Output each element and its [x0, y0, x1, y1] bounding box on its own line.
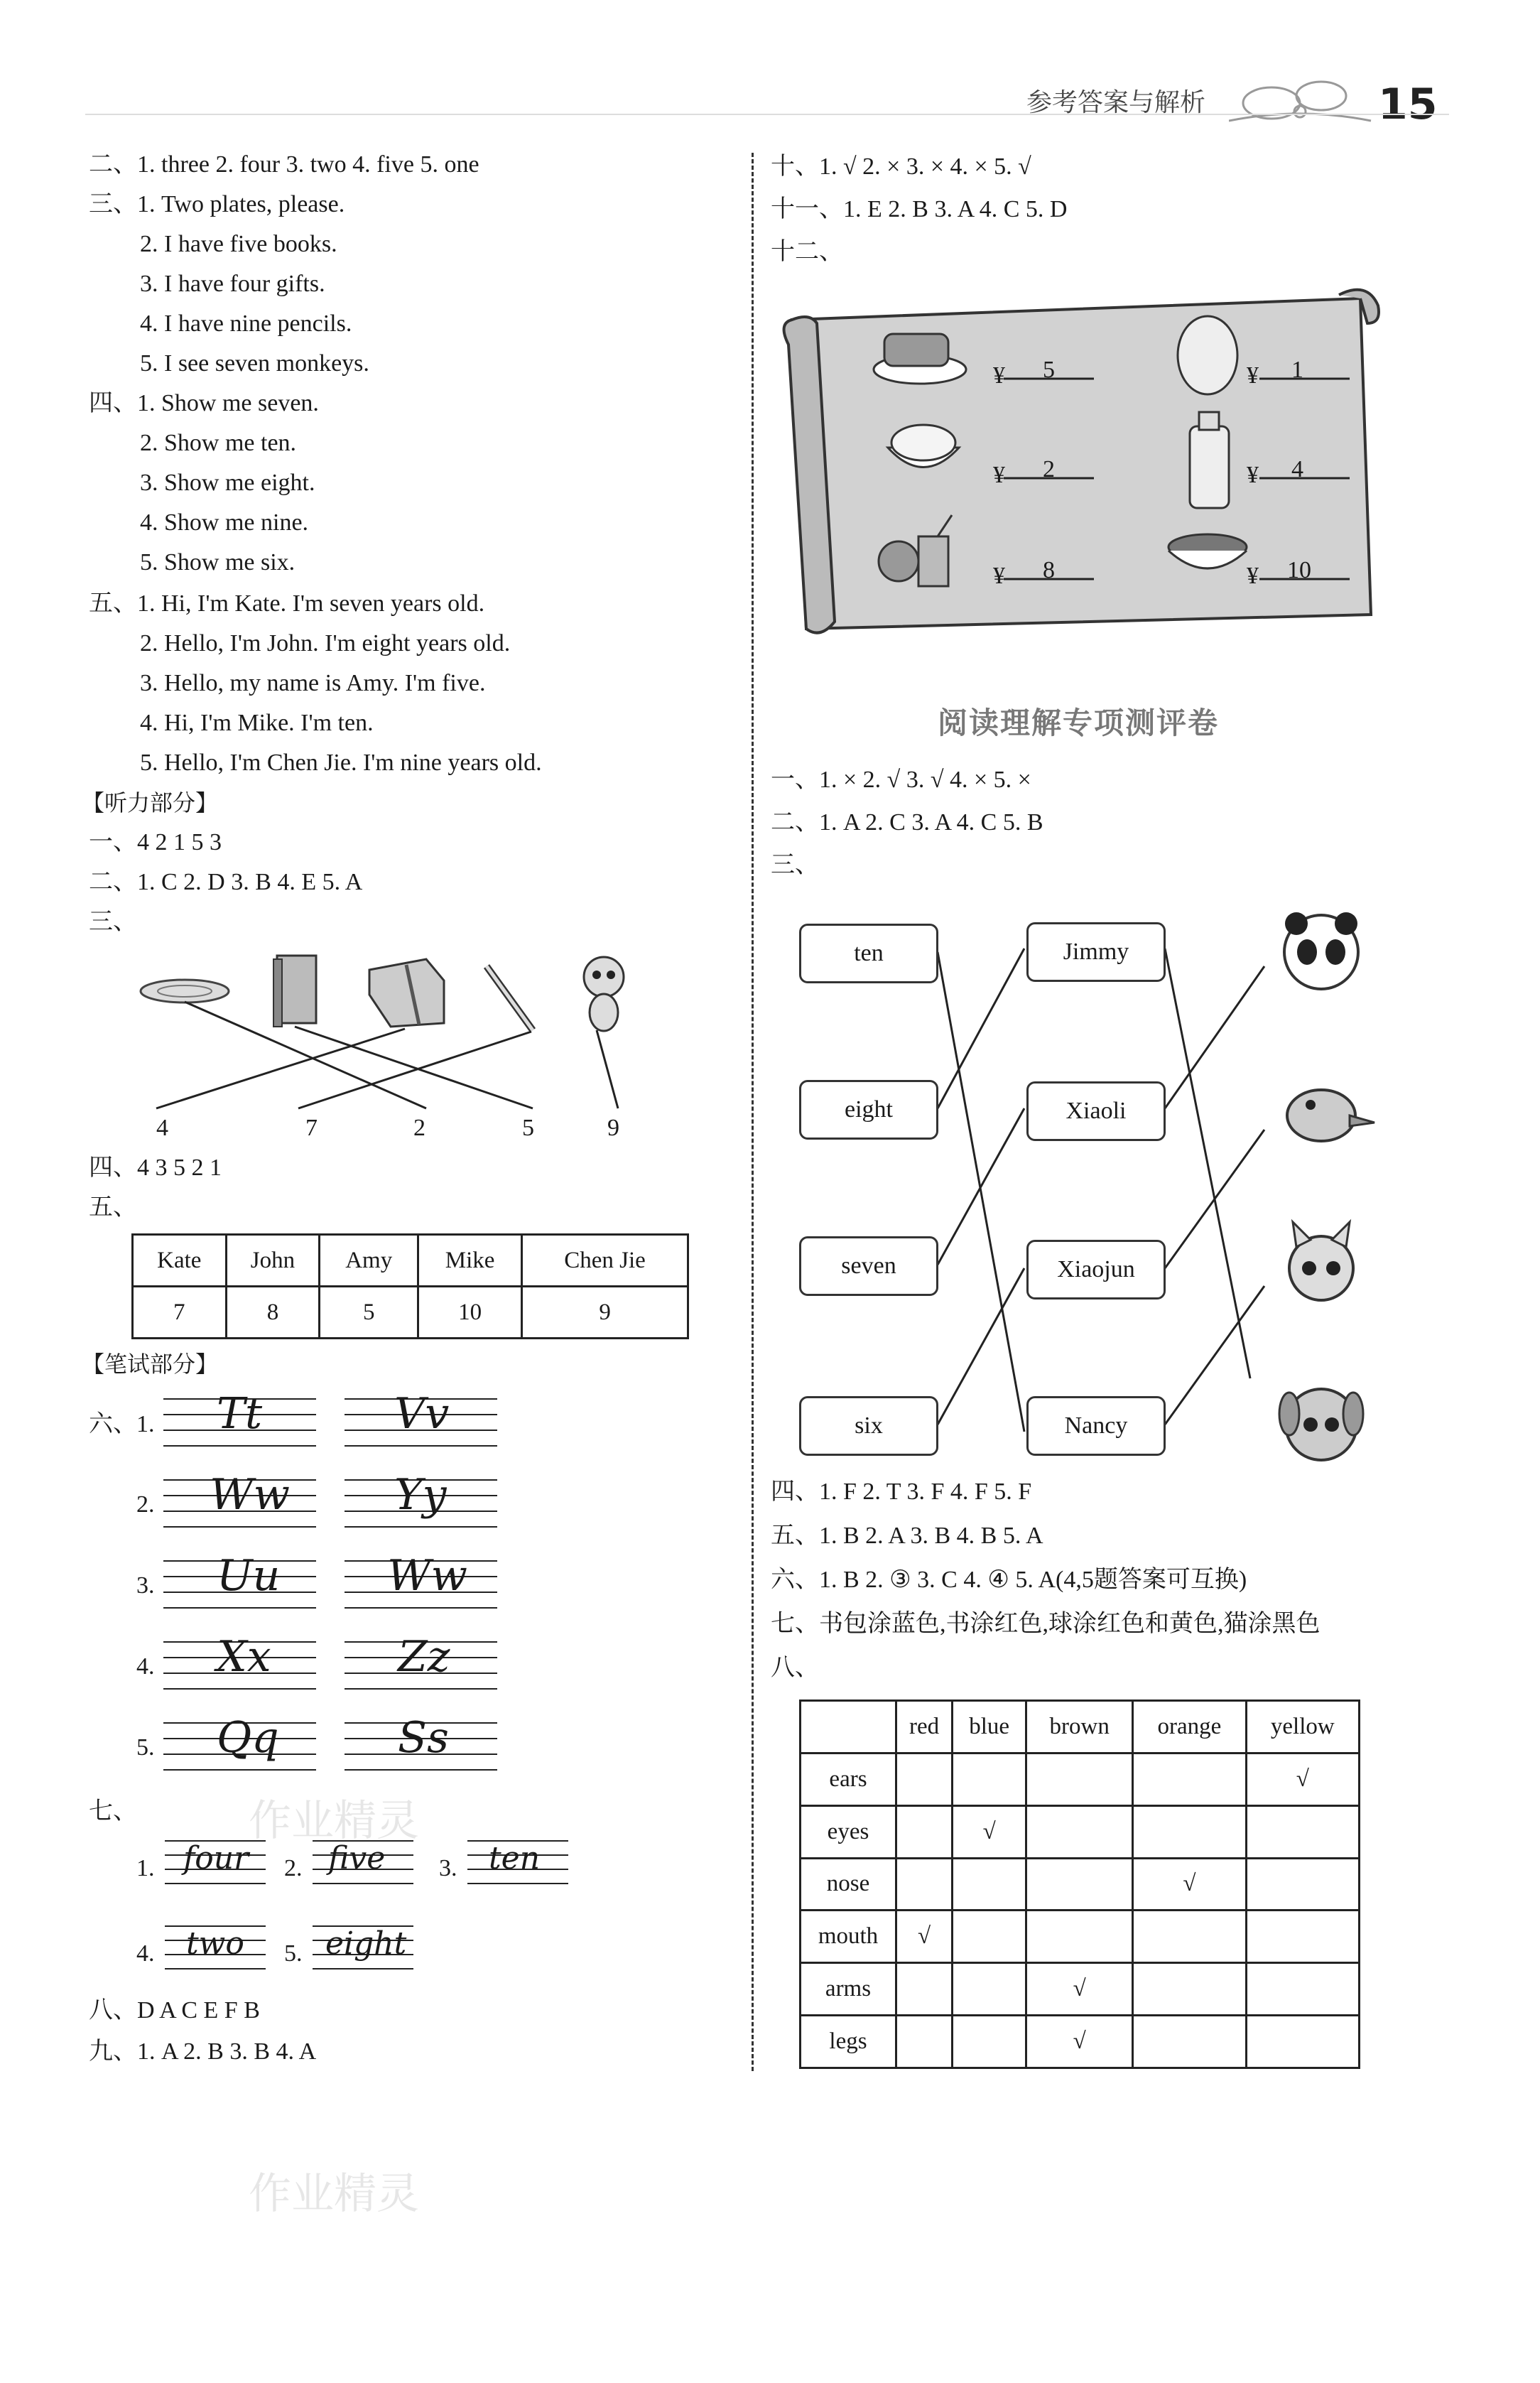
- answer-line: 八、D A C E F B: [89, 1997, 260, 2023]
- answer-line: 十一、1. E 2. B 3. A 4. C 5. D: [771, 196, 1068, 222]
- answer-line: 三、1. Two plates, please.: [89, 191, 345, 217]
- item-number: 1.: [136, 1411, 155, 1437]
- check-cell: [1133, 1805, 1246, 1858]
- match-number: 7: [305, 1115, 318, 1141]
- handwritten-word: ten: [489, 1840, 541, 1876]
- header-rule: [85, 114, 1449, 115]
- check-cell: √: [1246, 1753, 1359, 1805]
- section-written: 【笔试部分】: [82, 1351, 219, 1378]
- color-table: [799, 1700, 1360, 2069]
- name-box: Xiaojun: [1026, 1240, 1166, 1299]
- page-number: 15: [1378, 80, 1438, 129]
- match-number: 2: [413, 1115, 425, 1141]
- price-symbol: ¥: [993, 462, 1005, 488]
- handwritten-letter: Vv: [394, 1389, 450, 1439]
- handwritten-letter: Ww: [387, 1551, 468, 1601]
- check-cell: [1246, 1805, 1359, 1858]
- handwritten-letter: Tt: [217, 1389, 263, 1439]
- item-number: 2.: [284, 1855, 303, 1881]
- header-title: 参考答案与解析: [1026, 88, 1206, 117]
- row-label: mouth: [801, 1911, 896, 1963]
- book-icon: [273, 956, 316, 1027]
- listening-match-figure: [128, 945, 668, 1151]
- answer-line: 3. I have four gifts.: [140, 271, 325, 297]
- table-header: Amy: [320, 1235, 418, 1287]
- number-box: seven: [799, 1236, 938, 1296]
- row-label: arms: [801, 1963, 896, 2016]
- answer-line: 六、: [89, 1411, 137, 1437]
- answer-line: 五、1. Hi, I'm Kate. I'm seven years old.: [89, 590, 485, 617]
- check-cell: [1026, 1911, 1133, 1963]
- answer-line: 六、1. B 2. ③ 3. C 4. ④ 5. A(4,5题答案可互换): [771, 1567, 1247, 1593]
- item-number: 5.: [136, 1734, 155, 1761]
- answer-line: 5. I see seven monkeys.: [140, 350, 369, 377]
- answer-line: 四、1. F 2. T 3. F 4. F 5. F: [771, 1479, 1032, 1505]
- row-label: ears: [801, 1753, 896, 1805]
- item-number: 2.: [136, 1491, 155, 1518]
- price-value: 8: [1043, 557, 1055, 583]
- table-cell: 9: [522, 1287, 688, 1339]
- section-listening: 【听力部分】: [82, 789, 219, 816]
- answer-line: 五、: [89, 1194, 137, 1221]
- panda-icon: [1284, 912, 1358, 989]
- table-row: [801, 2016, 1360, 2068]
- egg-icon: [1178, 316, 1237, 394]
- answer-line: 七、书包涂蓝色,书涂红色,球涂红色和黄色,猫涂黑色: [771, 1611, 1321, 1637]
- price-symbol: ¥: [993, 362, 1005, 389]
- handwritten-letter: Qq: [217, 1713, 279, 1763]
- check-cell: [896, 1805, 953, 1858]
- handwritten-letter: Ww: [210, 1470, 291, 1520]
- answer-line: 三、: [89, 909, 137, 935]
- row-label: legs: [801, 2016, 896, 2068]
- name-box: Nancy: [1026, 1396, 1166, 1456]
- answer-line: 五、1. B 2. A 3. B 4. B 5. A: [771, 1523, 1043, 1549]
- watermark: 作业精灵: [249, 1796, 419, 1846]
- answer-line: 5. Hello, I'm Chen Jie. I'm nine years old.: [140, 750, 542, 776]
- table-header: Mike: [418, 1235, 522, 1287]
- table-row: [801, 1858, 1360, 1911]
- check-cell: [1133, 1911, 1246, 1963]
- item-number: 4.: [136, 1653, 155, 1680]
- age-table: [131, 1233, 689, 1339]
- answer-line: 八、: [771, 1655, 819, 1681]
- check-cell: √: [1133, 1858, 1246, 1911]
- price-value: 4: [1291, 456, 1303, 482]
- section-title: 阅读理解专项测评卷: [938, 706, 1220, 740]
- row-label: eyes: [801, 1805, 896, 1858]
- handwritten-letter: Zz: [398, 1632, 450, 1682]
- check-cell: [1026, 1858, 1133, 1911]
- check-cell: √: [1026, 2016, 1133, 2068]
- header-decoration-icon: [1229, 67, 1385, 131]
- item-number: 1.: [136, 1855, 155, 1881]
- answer-line: 十二、: [771, 239, 843, 265]
- answer-line: 二、1. C 2. D 3. B 4. E 5. A: [89, 869, 363, 895]
- pencil-icon: [487, 966, 533, 1030]
- table-header: brown: [1026, 1701, 1133, 1754]
- table-header: orange: [1133, 1701, 1246, 1754]
- check-cell: √: [896, 1911, 953, 1963]
- check-cell: [1133, 1753, 1246, 1805]
- check-cell: [1246, 1963, 1359, 2016]
- handwritten-letter: Uu: [217, 1551, 281, 1601]
- check-cell: [1133, 1963, 1246, 2016]
- gift-icon: [369, 959, 444, 1027]
- item-number: 4.: [136, 1940, 155, 1967]
- check-cell: [1133, 2016, 1246, 2068]
- answer-line: 2. Show me ten.: [140, 430, 297, 456]
- price-value: 1: [1291, 357, 1303, 383]
- check-cell: [953, 2016, 1026, 2068]
- item-number: 3.: [439, 1855, 457, 1881]
- item-number: 3.: [136, 1572, 155, 1599]
- milk-icon: [1190, 412, 1229, 508]
- match-number: 9: [607, 1115, 619, 1141]
- dog-icon: [1279, 1389, 1363, 1460]
- match-number: 5: [522, 1115, 534, 1141]
- answer-line: 四、1. Show me seven.: [89, 390, 319, 416]
- check-cell: √: [1026, 1963, 1133, 2016]
- answer-line: 3. Hello, my name is Amy. I'm five.: [140, 670, 486, 696]
- check-cell: [953, 1963, 1026, 2016]
- column-divider: [752, 153, 754, 2071]
- check-cell: [1246, 1911, 1359, 1963]
- answer-line: 4. Hi, I'm Mike. I'm ten.: [140, 710, 374, 736]
- table-cell: 8: [226, 1287, 320, 1339]
- answer-line: 5. Show me six.: [140, 549, 295, 576]
- table-header: red: [896, 1701, 953, 1754]
- table-header: Chen Jie: [522, 1235, 688, 1287]
- check-cell: [1026, 1805, 1133, 1858]
- handwritten-word: five: [328, 1840, 386, 1876]
- name-box: Jimmy: [1026, 922, 1166, 982]
- handwritten-letter: Yy: [394, 1470, 447, 1520]
- check-cell: [1026, 1753, 1133, 1805]
- table-cell: 5: [320, 1287, 418, 1339]
- check-cell: [953, 1911, 1026, 1963]
- table-header: yellow: [1246, 1701, 1359, 1754]
- answer-line: 十、1. √ 2. × 3. × 4. × 5. √: [771, 153, 1031, 180]
- number-box: eight: [799, 1080, 938, 1140]
- table-row: [801, 1753, 1360, 1805]
- table-header: blue: [953, 1701, 1026, 1754]
- row-label: nose: [801, 1858, 896, 1911]
- answer-line: 2. Hello, I'm John. I'm eight years old.: [140, 630, 511, 656]
- table-cell: 10: [418, 1287, 522, 1339]
- answer-line: 一、1. × 2. √ 3. √ 4. × 5. ×: [771, 767, 1031, 793]
- check-cell: [953, 1753, 1026, 1805]
- check-cell: [896, 1963, 953, 2016]
- table-header: Kate: [133, 1235, 227, 1287]
- handwritten-word: two: [186, 1925, 244, 1962]
- monkey-icon: [584, 957, 624, 1031]
- number-box: ten: [799, 924, 938, 983]
- check-cell: [1246, 2016, 1359, 2068]
- check-cell: [896, 1858, 953, 1911]
- check-cell: [896, 1753, 953, 1805]
- price-symbol: ¥: [1247, 563, 1259, 589]
- handwritten-word: four: [183, 1840, 249, 1876]
- table-row: [801, 1911, 1360, 1963]
- answer-line: 3. Show me eight.: [140, 470, 315, 496]
- answer-line: 一、4 2 1 5 3: [89, 829, 222, 855]
- name-box: Xiaoli: [1026, 1081, 1166, 1141]
- check-cell: [1246, 1858, 1359, 1911]
- answer-line: 二、1. three 2. four 3. two 4. five 5. one: [89, 151, 479, 178]
- table-cell: 7: [133, 1287, 227, 1339]
- match-number: 4: [156, 1115, 168, 1141]
- answer-line: 二、1. A 2. C 3. A 4. C 5. B: [771, 809, 1043, 836]
- table-header: John: [226, 1235, 320, 1287]
- table-row: [801, 1963, 1360, 2016]
- watermark: 作业精灵: [249, 2169, 419, 2219]
- handwritten-letter: Ss: [398, 1713, 449, 1763]
- answer-line: 2. I have five books.: [140, 231, 337, 257]
- price-value: 10: [1287, 557, 1311, 583]
- cat-icon: [1289, 1222, 1353, 1300]
- price-symbol: ¥: [993, 563, 1005, 589]
- plate-icon: [141, 980, 229, 1003]
- price-value: 2: [1043, 456, 1055, 482]
- handwritten-word: eight: [325, 1925, 407, 1962]
- answer-line: 三、: [771, 852, 819, 878]
- number-box: six: [799, 1396, 938, 1456]
- table-corner: [801, 1701, 896, 1754]
- item-number: 5.: [284, 1940, 303, 1967]
- check-cell: √: [953, 1805, 1026, 1858]
- price-symbol: ¥: [1247, 362, 1259, 389]
- price-symbol: ¥: [1247, 462, 1259, 488]
- answer-line: 4. Show me nine.: [140, 509, 309, 536]
- answer-line: 九、1. A 2. B 3. B 4. A: [89, 2038, 317, 2065]
- answer-line: 4. I have nine pencils.: [140, 310, 352, 337]
- answer-line: 四、4 3 5 2 1: [89, 1155, 222, 1181]
- handwritten-letter: Xx: [217, 1632, 271, 1682]
- bird-icon: [1287, 1090, 1374, 1141]
- check-cell: [896, 2016, 953, 2068]
- check-cell: [953, 1858, 1026, 1911]
- table-row: [801, 1805, 1360, 1858]
- answer-line: 七、: [89, 1798, 137, 1825]
- price-value: 5: [1043, 357, 1055, 383]
